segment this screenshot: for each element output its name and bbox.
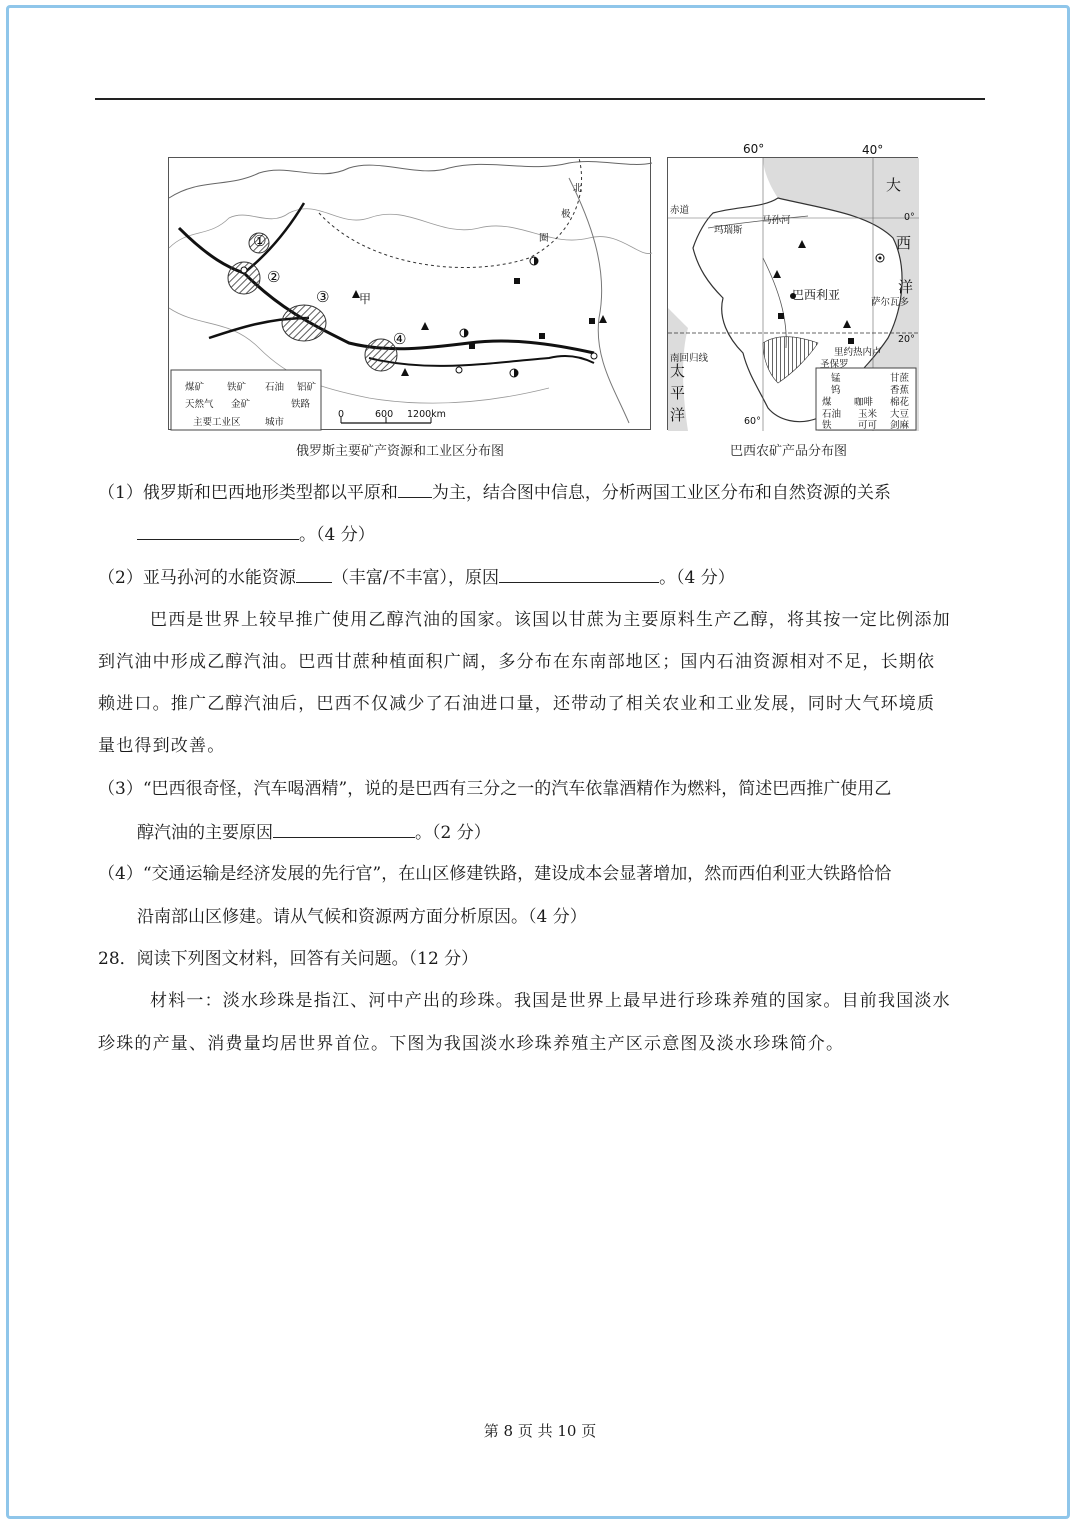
guiana-label: 玛瑞斯	[714, 225, 743, 236]
legend-railway: 铁路	[291, 399, 311, 410]
question-28-title: 28．阅读下列图文材料，回答有关问题。（12 分）	[98, 949, 479, 969]
scale-600: 600	[375, 409, 394, 420]
arctic-label-1: 北	[573, 183, 583, 194]
lat-60: 60°	[744, 416, 761, 427]
pacific-label-1: 太	[670, 362, 686, 380]
pacific-label-3: 洋	[670, 406, 686, 424]
legend-gold: 金矿	[231, 399, 251, 410]
question-4-line-1: （4）“交通运输是经济发展的先行官”，在山区修建铁路，建设成本会显著增加，然而西伯利亚大铁路恰恰	[98, 864, 892, 884]
russia-map	[168, 157, 651, 430]
legend-iron: 铁	[822, 420, 832, 431]
arctic-label-3: 圈	[539, 233, 549, 244]
answer-blank[interactable]	[398, 481, 432, 498]
arctic-label-2: 极	[561, 209, 571, 220]
russia-map-caption: 俄罗斯主要矿产资源和工业区分布图	[296, 444, 505, 459]
lon-60: 60°	[743, 142, 765, 156]
legend-tungsten: 钨	[831, 385, 841, 396]
question-2: （2）亚马孙河的水能资源 （丰富/不丰富），原因 。（4 分）	[98, 568, 735, 588]
material-line-2: 到汽油中形成乙醇汽油。巴西甘蔗种植面积广阔，多分布在东南部地区；国内石油资源相对不足，长期依	[98, 652, 936, 672]
scale-0: 0	[338, 409, 345, 420]
lat-0: 0°	[904, 212, 915, 223]
amazon-label: 马孙河	[762, 215, 791, 226]
legend-manganese: 锰	[831, 373, 841, 384]
material-line-1: 巴西是世界上较早推广使用乙醇汽油的国家。该国以甘蔗为主要原料生产乙醇，将其按一定比例添加	[150, 610, 951, 630]
lon-40: 40°	[862, 143, 884, 157]
question-4-line-2: 沿南部山区修建。请从气候和资源两方面分析原因。（4 分）	[137, 907, 587, 927]
legend-corn: 玉米	[858, 409, 878, 420]
atlantic-label-1: 大	[886, 176, 902, 194]
rio-label: 里约热内卢	[834, 347, 882, 358]
legend-aluminum: 铝矿	[297, 382, 317, 393]
atlantic-label-2: 西	[896, 234, 912, 252]
pacific-label-2: 平	[670, 384, 686, 402]
question-3-line-1: （3）“巴西很奇怪，汽车喝酒精”，说的是巴西有三分之一的汽车依靠酒精作为燃料，简述巴西推广使用乙	[98, 779, 892, 799]
legend-coal: 煤	[822, 397, 832, 408]
answer-blank[interactable]	[296, 566, 332, 583]
brazil-map-caption: 巴西农矿产品分布图	[730, 444, 848, 459]
jia-label: 甲	[359, 292, 372, 306]
salvador-label: 萨尔瓦多	[871, 297, 910, 308]
industrial-area-1: ①	[253, 232, 267, 250]
legend-soybean: 大豆	[890, 409, 910, 420]
material-one-line-2: 珍珠的产量、消费量均居世界首位。下图为我国淡水珍珠养殖主产区示意图及淡水珍珠简介。	[98, 1034, 845, 1054]
legend-city: 城市	[265, 417, 285, 428]
legend-coffee: 咖啡	[854, 397, 874, 408]
legend-gas: 天然气	[185, 399, 214, 410]
legend-oil: 石油	[822, 409, 842, 420]
question-1-line-2: 。（4 分）	[137, 523, 1022, 546]
lat-20: 20°	[898, 334, 915, 345]
question-3-line-2: 醇汽油的主要原因 。（2 分）	[137, 823, 491, 843]
legend-industrial: 主要工业区	[193, 417, 241, 428]
brasilia-label: 巴西利亚	[792, 288, 841, 302]
material-line-4: 量也得到改善。	[98, 736, 226, 756]
legend-oil: 石油	[265, 382, 285, 393]
legend-cocoa: 可可	[858, 420, 878, 431]
answer-blank[interactable]	[273, 821, 415, 838]
header-rule	[95, 98, 985, 100]
legend-banana: 香蕉	[890, 385, 910, 396]
answer-blank[interactable]	[499, 566, 659, 583]
material-line-3: 赖进口。推广乙醇汽油后，巴西不仅减少了石油进口量，还带动了相关农业和工业发展，同时大气环境质	[98, 694, 936, 714]
material-one-line-1: 材料一：淡水珍珠是指江、河中产出的珍珠。我国是世界上最早进行珍珠养殖的国家。目前我国淡水	[150, 991, 951, 1011]
legend-sisal: 剑麻	[890, 420, 910, 431]
saopaulo-label: 圣保罗	[820, 359, 849, 370]
legend-sugarcane: 甘蔗	[890, 373, 910, 384]
atlantic-label-3: 洋	[898, 278, 914, 296]
industrial-area-3: ③	[316, 288, 330, 306]
question-1-line-1: （1）俄罗斯和巴西地形类型都以平原和 为主，结合图中信息，分析两国工业区分布和自然资源的关系	[98, 483, 891, 503]
legend-cotton: 棉花	[890, 397, 910, 408]
capricorn-label: 南回归线	[670, 353, 709, 364]
legend-iron: 铁矿	[227, 382, 247, 393]
page-number: 第 8 页 共 10 页	[483, 1422, 597, 1440]
scale-1200km: 1200km	[407, 409, 446, 420]
equator-label: 赤道	[670, 205, 690, 216]
industrial-area-4: ④	[393, 330, 407, 348]
answer-blank[interactable]	[137, 523, 299, 540]
industrial-area-2: ②	[267, 268, 281, 286]
legend-coal: 煤矿	[185, 382, 205, 393]
